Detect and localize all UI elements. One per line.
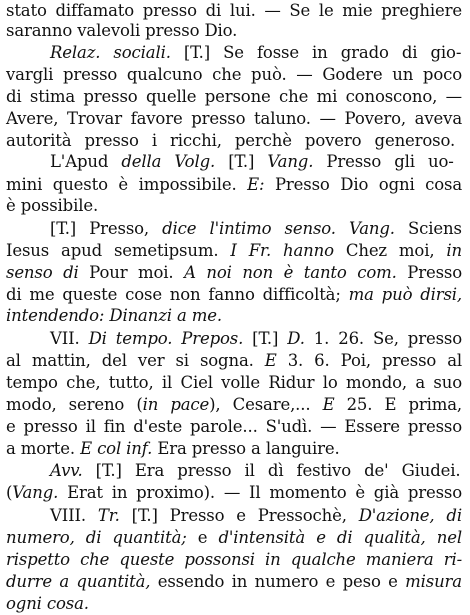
italic-text: D. — [287, 329, 305, 348]
italic-text: ma può dirsi, — [348, 285, 463, 304]
roman-text: [T.] Era presso il dì festivo de' Giudei. — [82, 461, 461, 480]
roman-text: saranno valevoli presso Dio. — [6, 21, 238, 40]
roman-text: vargli presso qualcuno che può. — Godere un poco — [6, 65, 463, 84]
italic-text: ogni cosa. — [6, 594, 89, 613]
italic-text: E: — [247, 175, 265, 194]
text-line — [6, 350, 464, 372]
italic-text: Di tempo. Prepos. — [88, 329, 244, 348]
roman-text: e presso il fin d'este parole... S'udì. — Essere presso — [6, 417, 462, 436]
roman-text: VII. — [50, 329, 89, 348]
text-line — [6, 372, 464, 394]
roman-text: è possibile. — [6, 196, 99, 215]
text-line — [6, 0, 464, 22]
text-line — [6, 571, 464, 593]
text-line — [6, 305, 464, 327]
roman-text: 25. E prima, — [334, 395, 463, 414]
text-line — [6, 218, 470, 240]
italic-text: senso di — [6, 263, 79, 282]
roman-text: Era presso a languire. — [152, 439, 340, 458]
italic-text: Vang. — [12, 483, 59, 502]
text-line — [6, 151, 470, 173]
italic-text: intendendo: Dinanzi a me. — [6, 306, 222, 325]
italic-text: Tr. — [97, 506, 120, 525]
roman-text: Erat in proximo). — Il momento è già presso — [58, 483, 463, 502]
italic-text: numero, di quantità; — [6, 528, 187, 547]
italic-text: A noi non è tanto com. — [184, 263, 397, 282]
roman-text: Avere, Trovar favore presso taluno. — Povero, aveva — [6, 109, 463, 128]
text-line — [6, 20, 464, 42]
text-line — [6, 482, 464, 504]
italic-text: in — [446, 241, 462, 260]
roman-text: Presso Dio ogni cosa — [264, 175, 463, 194]
italic-text: E col inf. — [80, 439, 153, 458]
italic-text: D'azione, di — [358, 506, 462, 525]
roman-text: Presso — [396, 263, 462, 282]
roman-text: [T.] — [215, 152, 268, 171]
italic-text: durre a quantità, — [6, 572, 151, 591]
text-line — [6, 108, 464, 130]
text-line — [6, 240, 464, 262]
roman-text: e — [186, 528, 219, 547]
roman-text: ( — [6, 483, 13, 502]
roman-text: al mattin, del ver si sogna. — [6, 351, 265, 370]
roman-text: a morte. — [6, 439, 81, 458]
roman-text: mini questo è impossibile. — [6, 175, 248, 194]
roman-text: [T.] Presso e Pressochè, — [119, 506, 359, 525]
text-line — [6, 64, 464, 86]
roman-text: Pour moi. — [78, 263, 185, 282]
italic-text: rispetto che queste possonsi in qualche maniera ri- — [6, 550, 462, 569]
roman-text: di stima presso quelle persone che mi conoscono, — — [6, 87, 462, 106]
roman-text: VIII. — [50, 506, 98, 525]
text-line — [6, 460, 470, 482]
text-line — [6, 593, 464, 615]
roman-text: 1. 26. Se, presso — [304, 329, 462, 348]
italic-text: Avv. — [50, 461, 83, 480]
italic-text: I Fr. hanno — [230, 241, 334, 260]
roman-text: [T.] Se fosse in grado di gio- — [170, 43, 462, 62]
text-line — [6, 527, 464, 549]
roman-text: 3. 6. Poi, presso al — [276, 351, 463, 370]
text-line — [6, 284, 464, 306]
text-line — [6, 394, 464, 416]
roman-text: modo, sereno ( — [6, 395, 143, 414]
roman-text: Iesus apud semetipsum. — [6, 241, 231, 260]
italic-text: Relaz. sociali. — [50, 43, 171, 62]
italic-text: E — [322, 395, 335, 414]
italic-text: dice l'intimo senso. Vang. — [162, 219, 395, 238]
text-line — [6, 416, 464, 438]
text-line — [6, 174, 464, 196]
text-line — [6, 328, 470, 350]
roman-text: di me queste cose non fanno difficoltà; — [6, 285, 349, 304]
italic-text: misura — [405, 572, 462, 591]
text-line — [6, 42, 470, 64]
italic-text: della Volg. — [121, 152, 216, 171]
italic-text: Vang. — [267, 152, 314, 171]
roman-text: autorità presso i ricchi, perchè povero generoso. — [6, 131, 456, 150]
roman-text: tempo che, tutto, il Ciel volle Ridur lo mondo, a suo — [6, 373, 462, 392]
text-line — [6, 195, 464, 217]
italic-text: d'intensità e di qualità, nel — [218, 528, 462, 547]
roman-text: stato diffamato presso di lui. — Se le mie preghiere — [6, 1, 462, 20]
roman-text: ), Cesare,... — [209, 395, 323, 414]
text-line — [6, 505, 470, 527]
roman-text: L'Apud — [50, 152, 122, 171]
roman-text: Sciens — [394, 219, 462, 238]
roman-text: Chez moi, — [333, 241, 447, 260]
text-line — [6, 549, 464, 571]
text-line — [6, 86, 464, 108]
roman-text: [T.] Presso, — [50, 219, 163, 238]
text-line — [6, 262, 464, 284]
dictionary-page — [6, 0, 464, 613]
text-line — [6, 438, 464, 460]
roman-text: essendo in numero e peso e — [150, 572, 406, 591]
roman-text: [T.] — [243, 329, 288, 348]
italic-text: in pace — [142, 395, 210, 414]
roman-text: Presso gli uo- — [313, 152, 454, 171]
text-line — [6, 130, 464, 152]
italic-text: E — [264, 351, 277, 370]
